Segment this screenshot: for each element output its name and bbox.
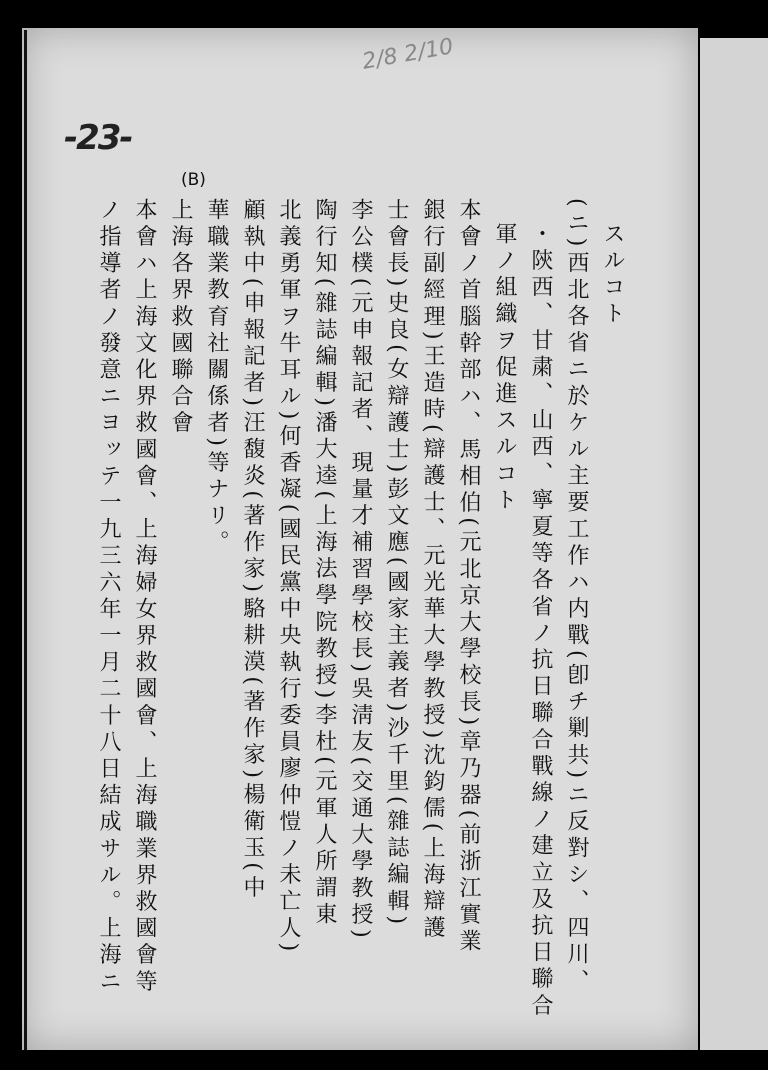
text-column: 銀行副經理)王造時(辯護士、元光華大學教授)沈鈞儒(上海辯護 — [420, 198, 445, 943]
text-column: スルコト — [600, 222, 625, 329]
adjacent-page-edge — [700, 38, 768, 1050]
vertical-text-body — [90, 198, 630, 1020]
margin-rule — [24, 30, 27, 1050]
text-column: 華職業教育社關係者)等ナリ。 — [204, 198, 229, 557]
text-column: 李公樸(元申報記者、現量才補習學校長)吳淸友(交通大學教授) — [348, 198, 373, 943]
text-column: (ニ)西北各省ニ於ケル主要工作ハ内戰(卽チ剿共)ニ反對シ、四川、 — [564, 198, 589, 996]
section-label-b: (B) — [181, 170, 206, 190]
page-number: -23- — [64, 118, 132, 158]
text-column: 陶行知(雜誌編輯)潘大逵(上海法學院教授)李杜(元軍人所謂東 — [312, 198, 337, 929]
text-column: ・陝西、甘粛、山西、寧夏等各省ノ抗日聯合戰線ノ建立及抗日聯合 — [528, 222, 553, 1020]
text-column: 顧執中(申報記者)汪馥炎(著作家)駱耕漠(著作家)楊衛玉(中 — [240, 198, 265, 903]
text-column: ノ指導者ノ發意ニヨッテ一九三六年一月二十八日結成サル。上海ニ — [96, 198, 121, 996]
section-heading: 上海各界救國聯合會 — [168, 198, 193, 438]
text-column: 本會ノ首腦幹部ハ、馬相伯(元北京大學校長)章乃器(前浙江實業 — [456, 198, 481, 956]
text-column: 本會ハ上海文化界救國會、上海婦女界救國會、上海職業界救國會等 — [132, 198, 157, 996]
pencil-annotation: 2/8 2/10 — [360, 34, 456, 75]
text-column: 軍ノ組織ヲ促進スルコト — [492, 222, 517, 515]
text-column: 北義勇軍ヲ牛耳ル)何香凝(國民黨中央執行委員廖仲愷ノ未亡人) — [276, 198, 301, 956]
text-column: 士會長)史良(女辯護士)彭文應(國家主義者)沙千里(雜誌編輯) — [384, 198, 409, 929]
